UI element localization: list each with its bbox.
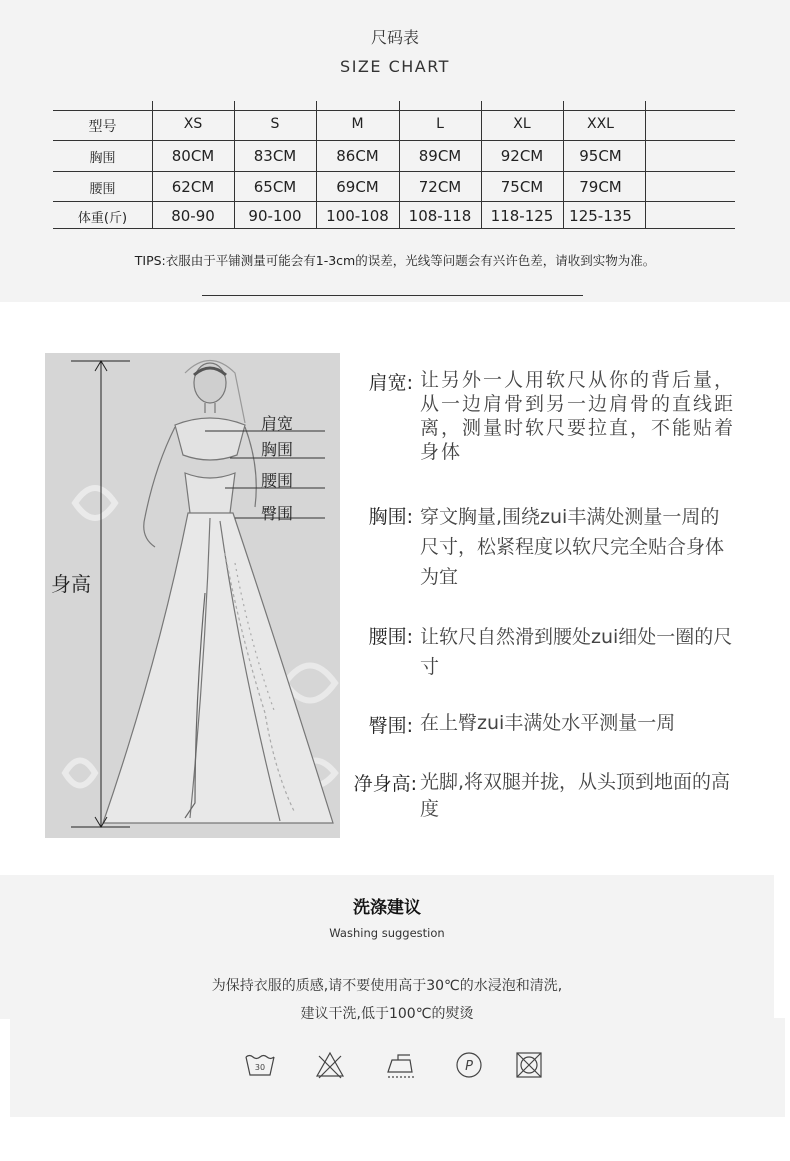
measure-text-height: 光脚,将双腿并拢，从头顶到地面的高度	[420, 771, 731, 820]
dry-clean-p-icon	[452, 1048, 486, 1082]
table-cell: 62CM	[171, 178, 215, 196]
table-rule	[53, 228, 735, 229]
table-rule	[53, 201, 735, 202]
iron-low-icon	[384, 1048, 418, 1082]
divider	[202, 295, 583, 296]
measure-text-shoulder: 让另外一人用软尺从你的背后量，从一边肩骨到另一边肩骨的直线距离，测量时软尺要拉直，不能贴着身体	[420, 369, 736, 463]
table-header-cell: L	[436, 116, 444, 132]
table-cell: 83CM	[253, 147, 297, 165]
measure-text-hip: 在上臀zui丰满处水平测量一周	[420, 712, 676, 734]
table-rule	[53, 140, 735, 141]
measure-label-shoulder: 肩宽:	[368, 372, 413, 394]
table-header-cell: XS	[183, 116, 203, 132]
table-cell: 75CM	[500, 178, 544, 196]
table-cell: 79CM	[579, 178, 622, 196]
table-cell: 118-125	[490, 207, 554, 225]
table-cell: 90-100	[248, 207, 302, 225]
wash-30-icon	[243, 1048, 277, 1082]
figure-label-shoulder: 肩宽	[261, 414, 294, 433]
size-table	[0, 0, 790, 240]
table-header-cell: XXL	[587, 116, 614, 132]
table-header-cell: 型号	[88, 119, 117, 135]
table-header-cell: M	[351, 116, 364, 132]
table-cell: 108-118	[408, 207, 472, 225]
figure-label-height: 身高	[51, 572, 91, 596]
measure-label-height: 净身高:	[353, 773, 417, 795]
table-cell: 80-90	[171, 207, 215, 225]
size-chart-title-cn: 尺码表	[370, 28, 419, 47]
measure-label-chest: 胸围:	[368, 506, 413, 528]
table-column-rule	[645, 101, 646, 228]
size-chart-title-en: SIZE CHART	[340, 57, 450, 76]
table-cell: 100-108	[326, 207, 389, 225]
washing-line-1: 为保持衣服的质感,请不要使用高于30℃的水浸泡和清洗,	[211, 978, 563, 994]
measure-label-hip: 臀围:	[368, 715, 413, 737]
table-row-label: 胸围	[89, 151, 116, 166]
table-cell: 72CM	[418, 178, 462, 196]
washing-title: 洗涤建议	[353, 898, 421, 918]
measure-label-waist: 腰围:	[368, 626, 413, 648]
table-header-cell: XL	[513, 116, 531, 132]
size-tips: TIPS:衣服由于平铺测量可能会有1-3cm的误差，光线等问题会有兴许色差，请收到实物为准。	[134, 253, 656, 268]
figure-label-waist: 腰围	[261, 471, 294, 490]
table-cell: 86CM	[336, 147, 379, 165]
no-tumble-dry-icon	[512, 1048, 546, 1082]
figure-label-chest: 胸围	[261, 440, 294, 459]
table-cell: 89CM	[418, 147, 462, 165]
table-rule	[53, 171, 735, 172]
dry-clean-letter: P	[465, 1059, 473, 1074]
table-cell: 65CM	[253, 178, 297, 196]
measurement-figure	[45, 353, 340, 838]
table-header-cell: S	[270, 116, 280, 132]
table-cell: 125-135	[569, 207, 632, 225]
figure-label-hip: 臀围	[261, 504, 294, 523]
table-cell: 80CM	[171, 147, 215, 165]
washing-line-2: 建议干洗,低于100℃的熨烫	[300, 1006, 474, 1022]
no-bleach-icon	[313, 1048, 347, 1082]
measure-text-waist: 让软尺自然滑到腰处zui细处一圈的尺寸	[420, 626, 733, 678]
measure-text-chest: 穿文胸量,围绕zui丰满处测量一周的尺寸，松紧程度以软尺完全贴合身体为宜	[420, 506, 725, 588]
wash-temp-text: 30	[254, 1063, 266, 1072]
table-row-label: 体重(斤)	[77, 211, 128, 226]
table-row-label: 腰围	[89, 182, 116, 197]
table-cell: 92CM	[500, 147, 544, 165]
table-rule	[53, 110, 735, 111]
table-cell: 69CM	[336, 178, 379, 196]
table-cell: 95CM	[579, 147, 622, 165]
washing-subtitle: Washing suggestion	[329, 926, 445, 940]
